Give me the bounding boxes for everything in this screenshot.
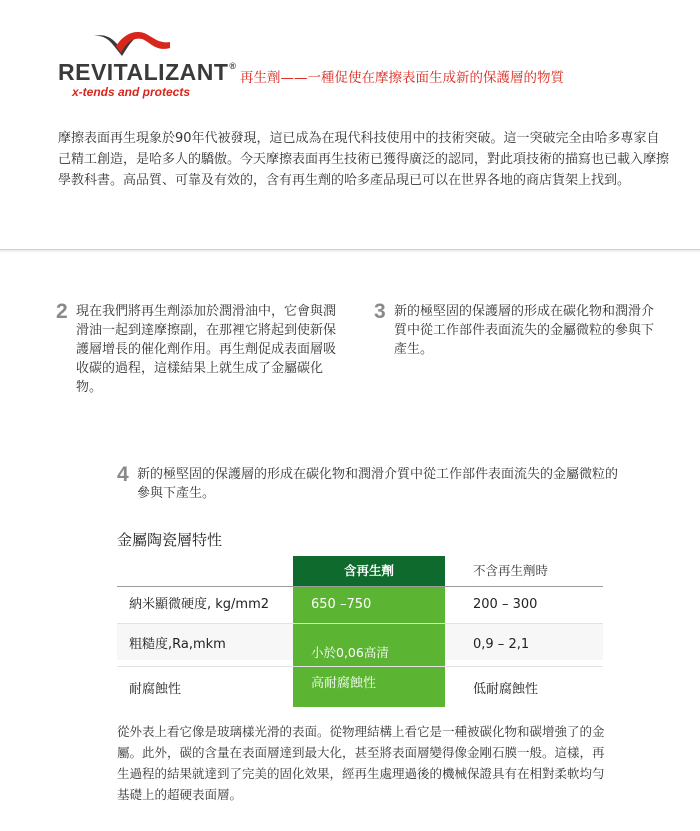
cell-with-hardness: 650 –750 bbox=[293, 587, 445, 623]
table-title: 金屬陶瓷層特性 bbox=[117, 531, 223, 549]
brand-tagline: x-tends and protects bbox=[72, 85, 191, 99]
intro-paragraph: 摩擦表面再生現象於90年代被發現，這已成為在現代科技使用中的技術突破。這一突破完全由哈多專家自己精工創造，是哈多人的驕傲。今天摩擦表面再生技術已獲得廣泛的認同，對此項技術的描寫也已載入摩擦學教科書。高品質、可靠及有效的，含有再生劑的哈多產品現已可以在世界各地的商店貨架上找到。 bbox=[58, 131, 670, 188]
cell-without-corrosion: 低耐腐蝕性 bbox=[473, 682, 539, 697]
page-headline: 再生劑——一種促使在摩擦表面生成新的保護層的物質 bbox=[240, 70, 564, 86]
cell-with-corrosion: 高耐腐蝕性 bbox=[293, 667, 445, 707]
row-label-roughness: 粗糙度,Ra,mkm bbox=[129, 637, 226, 652]
table-header-corner bbox=[117, 556, 293, 586]
revitalizant-logo-mark bbox=[92, 26, 172, 62]
step-number: 2 bbox=[56, 300, 68, 323]
step-text: 新的極堅固的保護層的形成在碳化物和潤滑介質中從工作部件表面流失的金屬微粒的參與下產生。 bbox=[137, 467, 619, 501]
registered-mark: ® bbox=[229, 61, 237, 71]
row-label-corrosion: 耐腐蝕性 bbox=[129, 682, 182, 697]
step-number: 4 bbox=[117, 463, 129, 486]
row-label-hardness: 納米顯微硬度, kg/mm2 bbox=[129, 597, 270, 612]
revitalizant-logo bbox=[58, 26, 237, 101]
cell-without-roughness: 0,9 – 2,1 bbox=[473, 637, 530, 652]
step-number: 3 bbox=[374, 300, 386, 323]
header-without-revitalizant: 不含再生劑時 bbox=[445, 556, 603, 586]
closing-paragraph: 從外表上看它像是玻璃樣光滑的表面。從物理結構上看它是一種被碳化物和碳增強了的金屬。此外，碳的含量在表面層達到最大化，甚至將表面層變得像金剛石膜一般。這樣，再生過程的結果就達到了完美的固化效果，經再生處理過後的機械保證具有在相對柔軟均勻基礎上的超硬表面層。 bbox=[117, 724, 605, 802]
step-text: 新的極堅固的保護層的形成在碳化物和潤滑介質中從工作部件表面流失的金屬微粒的參與下產生。 bbox=[394, 304, 655, 357]
section-divider-shade bbox=[0, 250, 700, 253]
cell-without-hardness: 200 – 300 bbox=[473, 597, 538, 612]
brand-name: REVITALIZANT® bbox=[58, 59, 237, 85]
header-with-revitalizant: 含再生劑 bbox=[293, 556, 445, 586]
cell-with-roughness: 小於0,06高清 bbox=[293, 624, 445, 666]
step-text: 現在我們將再生劑添加於潤滑油中，它會與潤滑油一起到達摩擦副，在那裡它將起到使新保護層增長的催化劑作用。再生劑促成表面層吸收碳的過程，這樣結果上就生成了金屬碳化物。 bbox=[76, 304, 337, 395]
